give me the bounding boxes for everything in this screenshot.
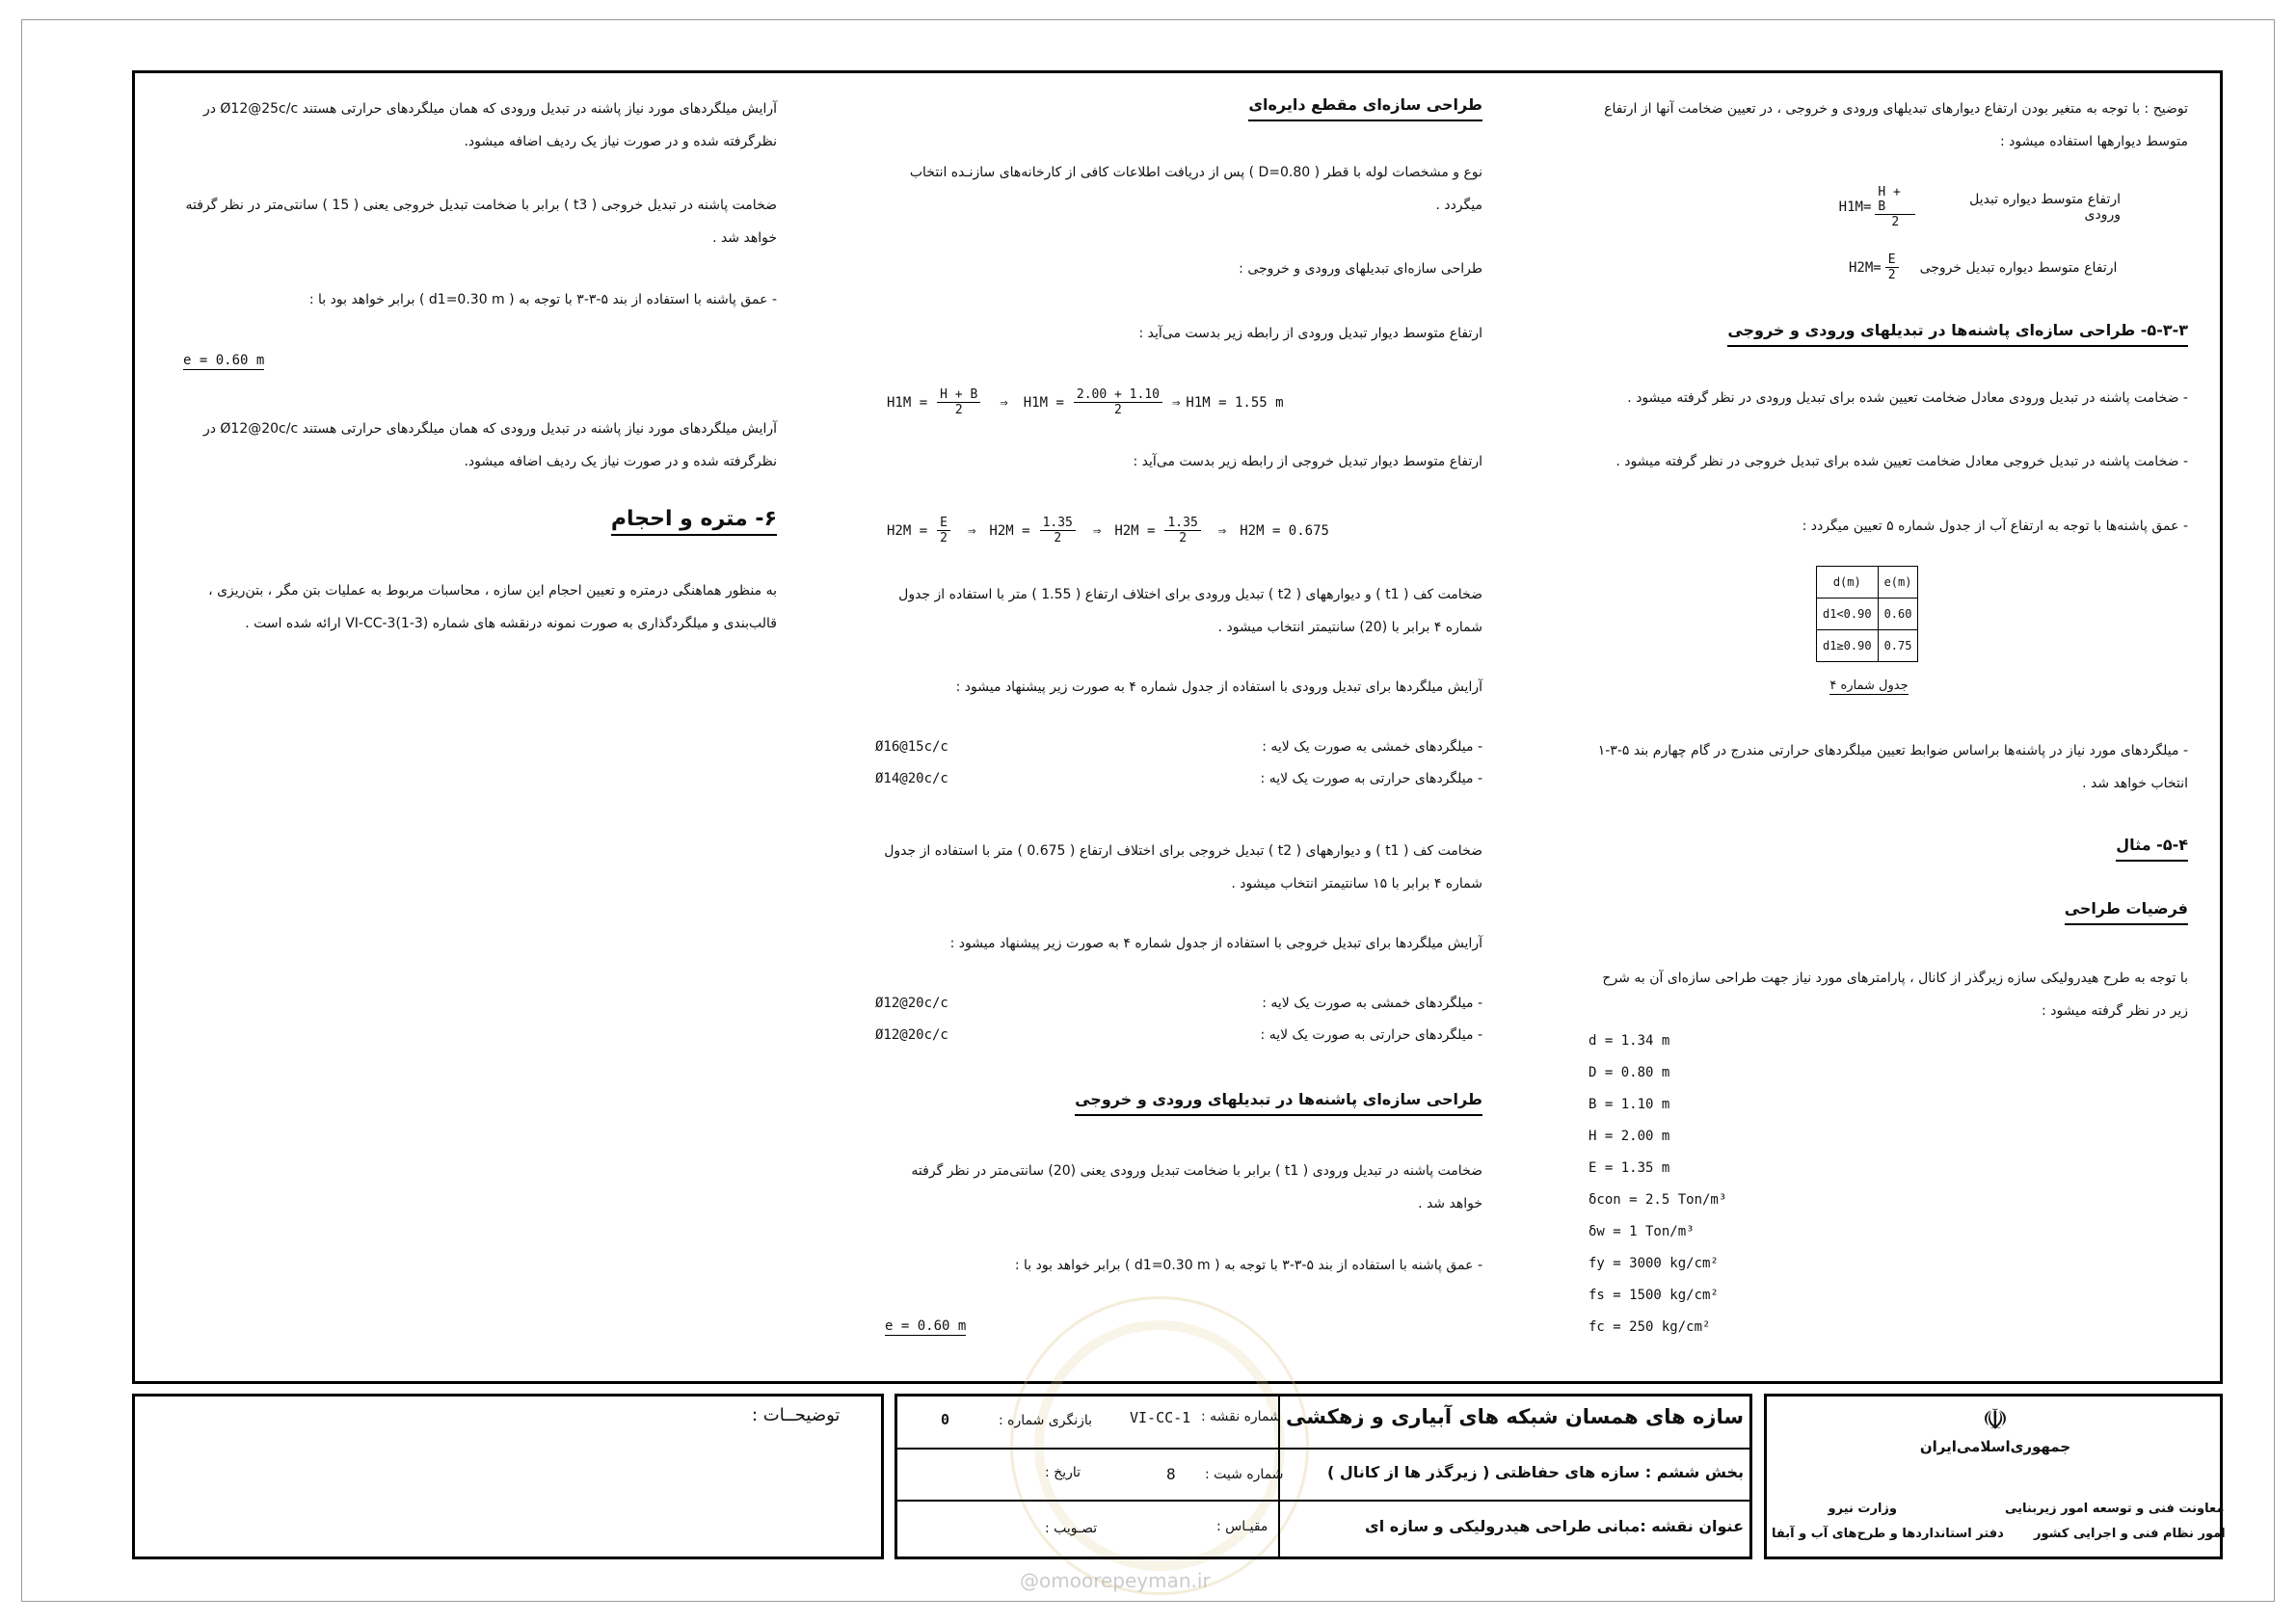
assumptions-heading-wrap <box>1581 896 2188 925</box>
eq-term: H1M = <box>887 394 928 411</box>
eq-term: H2M = <box>1114 522 1156 539</box>
transitions-heading-text: طراحی سازه‌ای تبدیلهای ورودی و خروجی : <box>1239 261 1482 277</box>
rebar-label: - میلگردهای خمشی به صورت یک لایه : <box>1262 739 1482 755</box>
right-bullet-4-wrap <box>1581 734 2188 800</box>
eq-term: H2M = <box>887 522 928 539</box>
heel-depth-table <box>1816 566 1918 662</box>
revision-label: بازنگری شماره : <box>999 1413 1093 1428</box>
avg-out-formula: H2M = $\frac{E}{2}$ <box>1849 253 1903 282</box>
drawing-no-value: VI-CC-1 <box>1130 1409 1191 1426</box>
middle-p6-wrap <box>875 675 1482 700</box>
param-fc: fc = 250 kg/cm² <box>1589 1319 1711 1335</box>
equation-h1m <box>887 387 1284 417</box>
approval-label: تصـویب : <box>1045 1521 1098 1536</box>
middle-p10-wrap <box>875 1253 1482 1278</box>
middle-p5-wrap <box>875 578 1482 644</box>
middle-p7-wrap <box>875 835 1482 900</box>
rebar-value: Ø14@20c/c <box>875 771 948 786</box>
outlet-heel-depth-text: - عمق پاشنه با استفاده از بند ۵-۳-۳ با توجه به ( d1=0.30 m ) برابر خواهد بود با : <box>308 292 777 307</box>
eq-fraction: $\frac{2.00 + 1.10}{2}$ <box>1074 387 1162 417</box>
rebar-label: - میلگردهای حرارتی به صورت یک لایه : <box>1260 1027 1482 1043</box>
param-H: H = 2.00 m <box>1589 1129 1670 1144</box>
right-bullet-2-wrap <box>1581 449 2188 474</box>
eq-fraction: $\frac{1.35}{2}$ <box>1164 516 1200 545</box>
avg-out-label: ارتفاع متوسط دیواره تبدیل خروجی <box>1919 259 2118 276</box>
heel-depth-value: e = 0.60 m <box>885 1318 967 1334</box>
right-bullet-1: - ضخامت پاشنه در تبدیل ورودی معادل ضخامت تعیین شده برای تبدیل ورودی در نظر گرفته میشود . <box>1627 390 2188 406</box>
rebar-value: Ø12@20c/c <box>875 1027 948 1043</box>
table-cell: d1<0.90 <box>1817 599 1879 630</box>
eq-arrow: ⇒ <box>1000 394 1008 411</box>
param-B: B = 1.10 m <box>1589 1097 1670 1112</box>
middle-p2-wrap <box>875 256 1482 281</box>
sheet-value: 8 <box>1166 1465 1176 1483</box>
eq-term: H1M = <box>1023 394 1064 411</box>
avg-in-formula: H1M = $\frac{H + B}{2}$ <box>1839 185 1919 229</box>
eq-result: H2M = 0.675 <box>1240 522 1329 539</box>
left-p4-wrap <box>170 412 777 478</box>
right-section-3 <box>1581 318 2188 347</box>
country-name: جمهوری‌اسلامی‌ایران <box>1919 1438 2071 1455</box>
left-p2-wrap <box>170 189 777 254</box>
rebar-row-4 <box>875 1027 1482 1043</box>
drawing-title: عنوان نقشه :مبانی طراحی هیدرولیکی و سازه ای <box>1365 1517 1744 1535</box>
revision-value: 0 <box>941 1411 950 1428</box>
avg-in-label: ارتفاع متوسط دیواره تبدیل ورودی <box>1969 192 2121 223</box>
table-cell: d1≥0.90 <box>1817 630 1879 662</box>
rebar-value: Ø12@20c/c <box>875 996 948 1011</box>
emblem-icon: ☫ <box>1982 1403 2009 1437</box>
equation-h2m <box>887 516 1329 545</box>
left-p1-wrap <box>170 93 777 158</box>
eq-term: H2M = <box>989 522 1030 539</box>
outlet-heel-depth-value: e = 0.60 m <box>183 353 265 368</box>
param-E: E = 1.35 m <box>1589 1160 1670 1176</box>
eq-result: H1M = 1.55 m <box>1186 394 1284 411</box>
quantities-heading: ۶- متره و احجام <box>611 507 777 536</box>
middle-p9-wrap <box>875 1155 1482 1220</box>
eq-arrow: ⇒ <box>1171 394 1181 411</box>
right-column <box>1581 93 2188 158</box>
param-delta-w: δw = 1 Ton/m³ <box>1589 1224 1695 1239</box>
param-d: d = 1.34 m <box>1589 1033 1670 1049</box>
avg-out-row <box>1581 253 2121 282</box>
org-line2-right: امور نظام فنی و اجرایی کشور <box>2034 1527 2226 1541</box>
table-row <box>1817 567 1918 599</box>
avg-out-text: ارتفاع متوسط دیوار تبدیل خروجی از رابطه زیر بدست می‌آید : <box>1133 454 1482 469</box>
section-heading-5-3-3: ۵-۳-۳- طراحی سازه‌ای پاشنه‌ها در تبدیلهای ورودی و خروجی <box>1727 318 2188 347</box>
left-p3-wrap <box>170 287 777 312</box>
table-caption: جدول شماره ۴ <box>1829 678 1909 693</box>
right-bullet-3-wrap <box>1581 514 2188 539</box>
eq-arrow: ⇒ <box>1217 522 1227 539</box>
rebar-value: Ø16@15c/c <box>875 739 948 755</box>
middle-p1-wrap <box>875 156 1482 222</box>
param-fy: fy = 3000 kg/cm² <box>1589 1256 1719 1271</box>
assumptions-text-wrap <box>1581 962 2188 1027</box>
notes-label: توضیحــات : <box>752 1405 841 1425</box>
assumptions-heading: فرضیات طراحی <box>2065 896 2188 925</box>
heel-heading-wrap <box>875 1087 1482 1116</box>
rebar-row-3 <box>875 996 1482 1011</box>
table-header-cell: e(m) <box>1878 567 1918 599</box>
param-delta-con: δcon = 2.5 Ton/m³ <box>1589 1192 1727 1208</box>
section-title: بخش ششم : سازه های حفاظتی ( زیرگذر ها از کانال ) <box>1327 1463 1744 1481</box>
pipe-spec-text: نوع و مشخصات لوله با قطر ( D=0.80 ) پس از دریافت اطلاعات کافی از کارخانه‌های سازنـده انتخاب میگردد . <box>909 165 1482 213</box>
rebar-row-2 <box>875 771 1482 786</box>
main-title: سازه های همسان شبکه های آبیاری و زهکشی <box>1286 1405 1744 1428</box>
eq-fraction: $\frac{H + B}{2}$ <box>937 387 980 417</box>
heel-thickness-text: ضخامت پاشنه در تبدیل ورودی ( t1 ) برابر با ضخامت تبدیل ورودی یعنی (20) سانتی‌متر در نظر گرفته خواهد شد . <box>911 1163 1482 1211</box>
right-bullet-1-wrap <box>1581 386 2188 411</box>
rebar-label: - میلگردهای حرارتی به صورت یک لایه : <box>1260 771 1482 786</box>
example-heading: ۵-۴- مثال <box>2116 833 2188 862</box>
intro-text: توضیح : با توجه به متغیر بودن ارتفاع دیوارهای تبدیلهای ورودی و خروجی ، در تعیین ضخامت آنها از ارتفاع متوسط دیوارهها استفاده میشود : <box>1604 101 2188 149</box>
table-row <box>1817 599 1918 630</box>
sheet-label: شماره شیت : <box>1205 1467 1284 1482</box>
outlet-heel-rebar-text: آرایش میلگردهای مورد نیاز پاشنه در تبدیل ورودی که همان میلگردهای حرارتی هستند Ø12@20c/c در نظرگرفته شده و در صورت نیاز یک ردیف اضافه میشود. <box>202 421 777 469</box>
eq-fraction: $\frac{1.35}{2}$ <box>1040 516 1076 545</box>
org-line1-left: وزارت نیرو <box>1828 1502 1897 1516</box>
quantities-text: به منظور هماهنگی درمتره و تعیین احجام این سازه ، محاسبات مربوط به عملیات بتن مگر ، بتن‌ریزی ، قالب‌بندی و میلگردگذاری به صورت نمونه درنقشه های شماره (VI-CC-3(1-3 ارائه شده است . <box>208 583 777 631</box>
circular-section-heading: طراحی سازه‌ای مقطع دایره‌ای <box>1248 93 1482 121</box>
example-heading-wrap <box>1581 833 2188 862</box>
eq-arrow: ⇒ <box>967 522 976 539</box>
eq-arrow: ⇒ <box>1092 522 1102 539</box>
eq-fraction: $\frac{E}{2}$ <box>937 516 950 545</box>
outlet-heel-thickness-text: ضخامت پاشنه در تبدیل خروجی ( t3 ) برابر با ضخامت تبدیل خروجی یعنی ( 15 ) سانتی‌متر در نظر گرفته خواهد شد . <box>185 198 777 246</box>
design-parameters <box>1589 1033 1839 1351</box>
assumptions-text: با توجه به طرح هیدرولیکی سازه زیرگذر از کانال ، پارامترهای مورد نیاز جهت طراحی سازه‌ای آن به شرح زیر در نظر گرفته میشود : <box>1602 971 2188 1019</box>
avg-in-row <box>1581 185 2121 229</box>
right-bullet-3: - عمق پاشنه‌ها با توجه به ارتفاع آب از جدول شماره ۵ تعیین میگردد : <box>1802 519 2188 534</box>
param-fs: fs = 1500 kg/cm² <box>1589 1288 1719 1303</box>
outlet-rebar-text: آرایش میلگردها برای تبدیل خروجی با استفاده از جدول شماره ۴ به صورت زیر پیشنهاد میشود : <box>949 936 1482 951</box>
table-header-cell: d(m) <box>1817 567 1879 599</box>
org-line1-right: معاونت فنی و توسعه امور زیربنایی <box>2005 1502 2225 1516</box>
heel-depth-text: - عمق پاشنه با استفاده از بند ۵-۳-۳ با توجه به ( d1=0.30 m ) برابر خواهد بود با : <box>1014 1258 1482 1273</box>
scale-label: مقیـاس : <box>1216 1519 1268 1534</box>
quantities-heading-wrap <box>170 507 777 536</box>
date-label: تاریخ : <box>1045 1465 1081 1480</box>
org-line2-left: دفتر استانداردها و طرح‌های آب و آبفا <box>1772 1527 2004 1541</box>
right-bullet-2: - ضخامت پاشنه در تبدیل خروجی معادل ضخامت تعیین شده برای تبدیل خروجی در نظر گرفته میشود . <box>1615 454 2188 469</box>
drawing-no-label: شماره نقشه : <box>1201 1409 1281 1424</box>
table-row <box>1817 630 1918 662</box>
outlet-thickness-text: ضخامت کف ( t1 ) و دیوارههای ( t2 ) تبدیل خروجی برای اختلاف ارتفاع ( 0.675 ) متر با استفاده از جدول شماره ۴ برابر با ۱۵ سانتیمتر انتخاب میشود . <box>884 843 1482 891</box>
middle-title-wrap <box>875 93 1482 121</box>
middle-p4-wrap <box>875 449 1482 474</box>
rebar-row-1 <box>875 739 1482 755</box>
table-cell: 0.75 <box>1878 630 1918 662</box>
param-D: D = 0.80 m <box>1589 1065 1670 1080</box>
heel-design-heading: طراحی سازه‌ای پاشنه‌ها در تبدیلهای ورودی و خروجی <box>1075 1087 1482 1116</box>
watermark-url: @omoorepeyman.ir <box>1020 1569 1211 1592</box>
middle-p8-wrap <box>875 931 1482 956</box>
right-bullet-4: - میلگردهای مورد نیاز در پاشنه‌ها براساس ضوابط تعیین میلگردهای حرارتی مندرج در گام چهارم بند ۵-۳-۱ انتخاب خواهد شد . <box>1597 743 2188 791</box>
avg-in-text: ارتفاع متوسط دیوار تبدیل ورودی از رابطه زیر بدست می‌آید : <box>1138 326 1482 341</box>
inlet-thickness-text: ضخامت کف ( t1 ) و دیوارههای ( t2 ) تبدیل ورودی برای اختلاف ارتفاع ( 1.55 ) متر با استفاده از جدول شماره ۴ برابر با (20) سانتیمتر انتخاب میشود . <box>898 587 1482 635</box>
table-caption-wrap <box>1816 673 1922 699</box>
table-cell: 0.60 <box>1878 599 1918 630</box>
middle-p3-wrap <box>875 321 1482 346</box>
left-p5-wrap <box>170 574 777 640</box>
inlet-heel-rebar-text: آرایش میلگردهای مورد نیاز پاشنه در تبدیل ورودی که همان میلگردهای حرارتی هستند Ø12@25c/c در نظرگرفته شده و در صورت نیاز یک ردیف اضافه میشود. <box>202 101 777 149</box>
inlet-rebar-text: آرایش میلگردها برای تبدیل ورودی با استفاده از جدول شماره ۴ به صورت زیر پیشنهاد میشود : <box>955 679 1482 695</box>
rebar-label: - میلگردهای خمشی به صورت یک لایه : <box>1262 996 1482 1011</box>
